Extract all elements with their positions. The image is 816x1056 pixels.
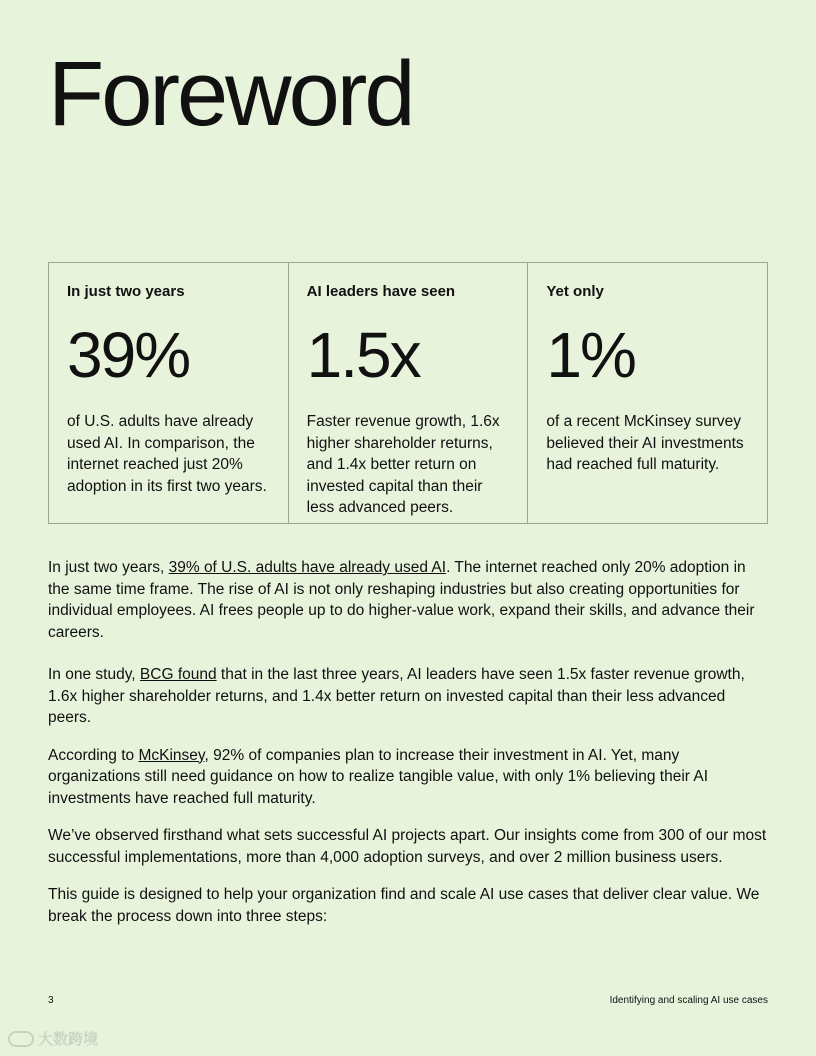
page-number: 3 [48,995,54,1006]
footer-doc-title: Identifying and scaling AI use cases [609,995,768,1006]
text-run: According to [48,746,139,764]
page-footer [48,995,768,1006]
stat-value: 39% [67,319,190,391]
stats-panel [48,262,768,524]
watermark-logo-icon [8,1031,34,1047]
watermark-text: 大数跨境 [38,1031,99,1048]
link-adoption-source[interactable]: 39% of U.S. adults have already used AI [168,559,447,576]
stat-value: 1.5x [306,319,420,391]
paragraph-insights: We’ve observed firsthand what sets successful AI projects apart. Our insights come from 300 of our most successful implementations, more than 4,000 adoption surveys, and over 2 million business users. [48,827,767,866]
link-mckinsey[interactable]: McKinsey [138,746,205,764]
text-run: , 92% of companies plan to increase their investment in AI. Yet, many organizations still need guidance on how to realize tangible value, with only 1% believing their AI investments have reached full maturity. [48,746,709,807]
stat-description: Faster revenue growth, 1.6x higher shareholder returns, and 1.4x better return on invested capital than their less advanced peers. [306,413,500,516]
text-run: . The internet reached only 20% adoption in the same time frame. The rise of AI is not only reshaping industries but also creating opportunities for individual employees. AI frees people up to do higher-value work, expand their skills, and advance their careers. [48,559,755,641]
paragraph-mckinsey [48,745,770,810]
body-text [48,557,770,943]
text-run: In just two years, [48,559,169,576]
text-run: In one study, [48,666,140,683]
stat-label: AI leaders have seen [306,283,456,300]
stat-label: Yet only [546,283,604,300]
page-title: Foreword [48,43,413,145]
paragraph-bcg [48,664,770,729]
stat-card-maturity [528,263,767,523]
stat-description: of U.S. adults have already used AI. In comparison, the internet reached just 20% adoption in its first two years. [67,413,267,495]
text-run: that in the last three years, AI leaders have seen 1.5x faster revenue growth, 1.6x higher shareholder returns, and 1.4x better return on invested capital than their less advanced peers. [48,666,745,726]
stat-description: of a recent McKinsey survey believed their AI investments had reached full maturity. [546,413,744,473]
stat-card-adoption [49,263,289,523]
link-bcg[interactable]: BCG found [139,666,217,683]
stat-card-leaders [289,263,529,523]
stat-label: In just two years [67,283,185,300]
watermark [8,1028,98,1049]
stat-value: 1% [546,319,635,391]
paragraph-adoption [48,557,770,643]
paragraph-guide: This guide is designed to help your organization find and scale AI use cases that deliver clear value. We break the process down into three steps: [48,886,760,925]
